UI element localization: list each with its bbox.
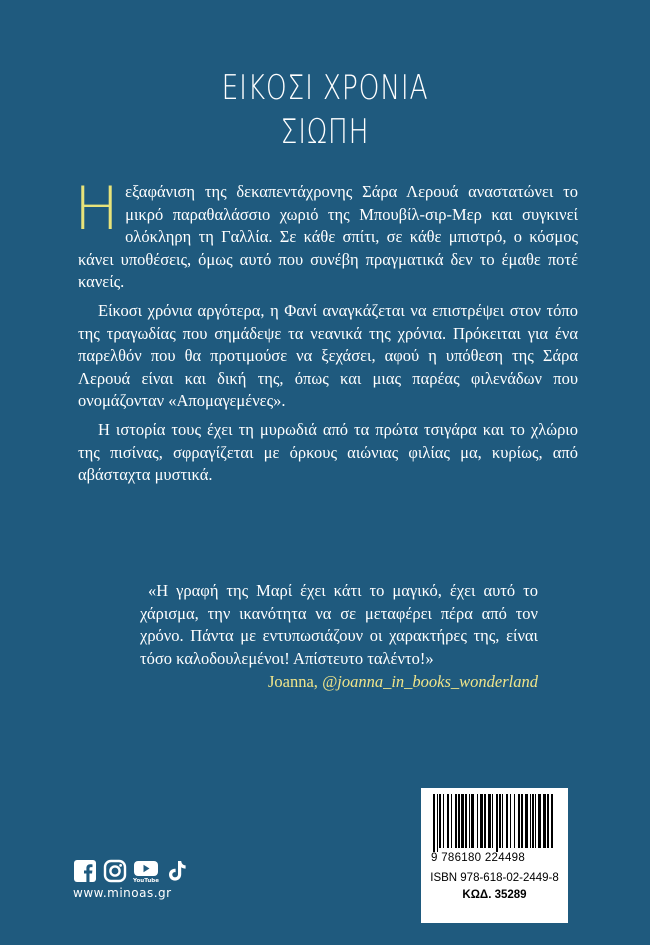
youtube-icon[interactable]	[133, 859, 159, 883]
book-title	[72, 66, 579, 154]
website-link[interactable]: www.minoas.gr	[73, 886, 172, 900]
blurb-paragraph-1-text: εξαφάνιση της δεκαπεντάχρονης Σάρα Λερουά αναστατώνει το μικρό παραθαλάσσιο χωριό της Μπουβίλ-σιρ-Μερ και συγκινεί ολόκληρη τη Γαλλία. Σε κάθε σπίτι, σε κάθε μπιστρό, ο κόσμος κάνει υποθέσεις, όμως αυτό που συνέβη πραγματικά δεν το έμαθε ποτέ κανείς.	[78, 182, 578, 292]
barcode-icon	[431, 794, 559, 852]
youtube-label: YouTube	[133, 878, 159, 883]
social-links	[73, 858, 189, 884]
title-line-2: ΣΙΩΠΗ	[280, 112, 370, 152]
quote-attribution	[140, 670, 538, 694]
blurb-paragraph-3: Η ιστορία τους έχει τη μυρωδιά από τα πρώτα τσιγάρα και το χλώριο της πισίνας, σφραγίζεται με όρκους αιώνιας φιλίας μα, κυρίως, από αβάσταχτα μυστικά.	[78, 419, 578, 485]
tiktok-icon[interactable]	[165, 859, 189, 883]
blurb-paragraph-1	[74, 174, 578, 294]
facebook-icon[interactable]	[73, 859, 97, 883]
dropcap: Η	[74, 174, 120, 244]
barcode-box	[421, 788, 568, 923]
barcode-digits: 9 786180 224498	[431, 852, 526, 864]
product-code: ΚΩΔ. 35289	[462, 889, 527, 901]
quote-handle: @joanna_in_books_wonderland	[322, 672, 538, 692]
blurb	[74, 174, 578, 493]
isbn: ISBN 978-618-02-2449-8	[430, 872, 559, 884]
instagram-icon[interactable]	[103, 859, 127, 883]
review-quote	[140, 580, 538, 694]
quote-text: «Η γραφή της Μαρί έχει κάτι το μαγικό, έχει αυτό το χάρισμα, την ικανότητα να σε μεταφέρει πέρα από τον χρόνο. Πάντα με εντυπωσιάζουν οι χαρακτήρες της, είναι τόσο καλοδουλεμένοι! Απίστευτο ταλέντο!»	[140, 581, 538, 668]
title-line-1: ΕΙΚΟΣΙ ΧΡΟΝΙΑ	[221, 68, 429, 108]
blurb-paragraph-2: Είκοσι χρόνια αργότερα, η Φανί αναγκάζεται να επιστρέψει στον τόπο της τραγωδίας που σημάδεψε τα νεανικά της χρόνια. Πρόκειται για ένα παρελθόν που θα προτιμούσε να ξεχάσει, αφού η υπόθεση της Σάρα Λερουά είναι και δική της, όπως και μιας παρέας φιλενάδων που ονομάζονταν «Απομαγεμένες».	[78, 300, 578, 411]
quote-author: Joanna,	[267, 672, 323, 692]
